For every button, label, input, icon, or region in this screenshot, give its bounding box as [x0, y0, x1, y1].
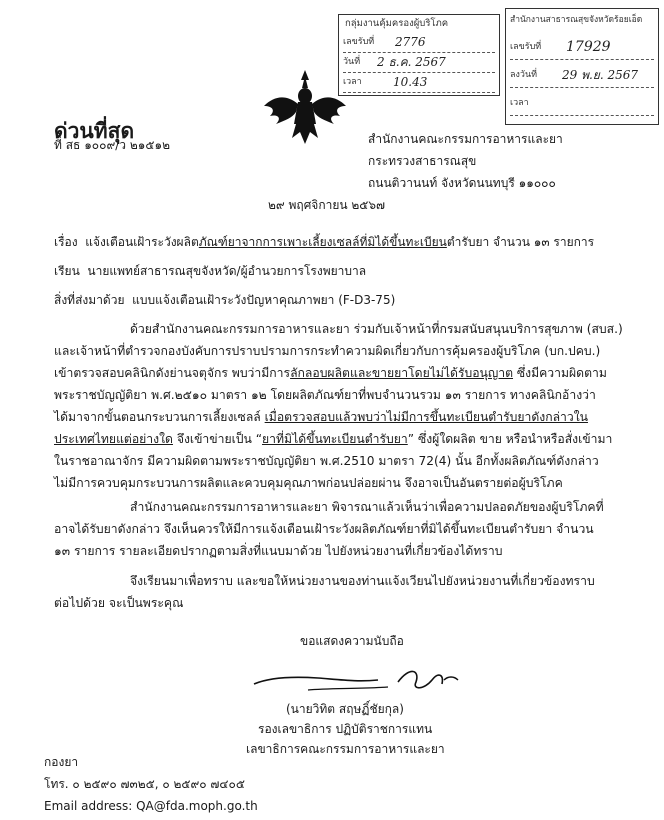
reference-number: ที่ สธ ๑๐๐๙/ว ๒๑๕๑๒: [54, 138, 170, 152]
stamp-label-time: เวลา: [510, 98, 529, 108]
enclosure-label: สิ่งที่ส่งมาด้วย: [54, 293, 125, 307]
paragraph-line: ด้วยสำนักงานคณะกรรมการอาหารและยา ร่วมกับเจ้าหน้าที่กรมสนับสนุนบริการสุขภาพ (สบส.): [130, 322, 623, 336]
garuda-emblem-icon: [262, 66, 348, 148]
body-paragraph-2: [54, 496, 604, 562]
paragraph-line: ในราชอาณาจักร มีความผิดตามพระราชบัญญัติยา พ.ศ.2510 มาตรา 72(4) นั้น อีกทั้งผลิตภัณฑ์ดังกล่าว: [54, 454, 599, 468]
paragraph-line: ๑๓ รายการ รายละเอียดปรากฏตามสิ่งที่แนบมาด้วย ไปยังหน่วยงานที่เกี่ยวข้องได้ทราบ: [54, 544, 503, 558]
signer-position-1: รองเลขาธิการ ปฏิบัติราชการแทน: [258, 722, 433, 736]
handwritten-signature: [248, 660, 464, 700]
signer-name: (นายวิทิต สฤษฏิ์ชัยกุล): [286, 702, 404, 716]
closing-salutation: ขอแสดงความนับถือ: [300, 634, 404, 648]
paragraph-line: และเจ้าหน้าที่ตำรวจกองบังคับการปราบปรามการกระทำความผิดเกี่ยวกับการคุ้มครองผู้บริโภค (บก.ปคบ.): [54, 344, 601, 358]
stamp-value-date: 2 ธ.ค. 2567: [377, 55, 446, 69]
paragraph-line: ต่อไปด้วย จะเป็นพระคุณ: [54, 596, 184, 610]
subject-text-pre: แจ้งเตือนเฝ้าระวังผลิต: [85, 235, 199, 249]
recipient-text: นายแพทย์สาธารณสุขจังหวัด/ผู้อำนวยการโรงพยาบาล: [87, 264, 367, 278]
stamp-value-time: 10.43: [393, 75, 428, 89]
recipient-line: [54, 264, 366, 279]
paragraph-line: ไม่มีการควบคุมกระบวนการผลิตและควบคุมคุณภาพก่อนปล่อยผ่าน จึงอาจเป็นอันตรายต่อผู้บริโภค: [54, 476, 563, 490]
paragraph-line: ได้มาจากขั้นตอนกระบวนการเลี้ยงเซลล์ เมื่อตรวจสอบแล้วพบว่าไม่มีการขึ้นทะเบียนตำรับยาดังกล่าวใน: [54, 410, 589, 424]
stamp-title: สำนักงานสาธารณสุขจังหวัดร้อยเอ็ด: [510, 15, 643, 25]
footer-division: กองยา: [44, 755, 79, 769]
footer-telephone: โทร. ๐ ๒๕๙๐ ๗๓๒๕, ๐ ๒๕๙๐ ๗๔๐๕: [44, 777, 245, 791]
body-paragraph-1: [54, 318, 623, 494]
recipient-label: เรียน: [54, 264, 80, 278]
stamp-value-receipt-no: 17929: [566, 39, 611, 55]
stamp-value-receipt-no: 2776: [395, 35, 426, 49]
paragraph-line: สำนักงานคณะกรรมการอาหารและยา พิจารณาแล้วเห็นว่าเพื่อความปลอดภัยของผู้บริโภคที่: [130, 500, 604, 514]
subject-line: [54, 235, 594, 250]
subject-text-underlined: ภัณฑ์ยาจากการเพาะเลี้ยงเซลล์ที่มิได้ขึ้นทะเบียน: [198, 235, 447, 249]
stamp-value-date: 29 พ.ย. 2567: [562, 68, 639, 82]
enclosure-text: แบบแจ้งเตือนเฝ้าระวังปัญหาคุณภาพยา (F-D3-75): [132, 293, 396, 307]
sender-line-2: กระทรวงสาธารณสุข: [368, 154, 477, 168]
enclosure-line: [54, 293, 395, 308]
paragraph-line: จึงเรียนมาเพื่อทราบ และขอให้หน่วยงานของท่านแจ้งเวียนไปยังหน่วยงานที่เกี่ยวข้องทราบ: [130, 574, 595, 588]
sender-line-1: สำนักงานคณะกรรมการอาหารและยา: [368, 132, 563, 146]
document-date: ๒๙ พฤศจิกายน ๒๕๖๗: [268, 198, 386, 212]
paragraph-line: ประเทศไทยแต่อย่างใด จึงเข้าข่ายเป็น “ยาที่มิได้ขึ้นทะเบียนตำรับยา” ซึ่งผู้ใดผลิต ขาย หรือนำหรือสั่งเข้ามา: [54, 432, 613, 446]
signer-position-2: เลขาธิการคณะกรรมการอาหารและยา: [246, 742, 445, 756]
paragraph-line: เข้าตรวจสอบคลินิกดังย่านจตุจักร พบว่ามีการลักลอบผลิตและขายยาโดยไม่ได้รับอนุญาต ซึ่งมีความผิดตาม: [54, 366, 607, 380]
body-paragraph-3: [54, 570, 595, 614]
stamp-label-date: วันที่: [343, 57, 361, 67]
paragraph-line: พระราชบัญญัติยา พ.ศ.๒๕๑๐ มาตรา ๑๒ โดยผลิตภัณฑ์ยาที่พบจำนวนรวม ๑๓ รายการ ทางคลินิกอ้างว่า: [54, 388, 596, 402]
footer-email: Email address: QA@fda.moph.go.th: [44, 799, 258, 813]
stamp-label-receipt-no: เลขรับที่: [510, 42, 542, 52]
receipt-stamp-consumer-protection: [338, 14, 500, 96]
stamp-title: กลุ่มงานคุ้มครองผู้บริโภค: [345, 18, 449, 29]
paragraph-line: อาจได้รับยาดังกล่าว จึงเห็นควรให้มีการแจ้งเตือนเฝ้าระวังผลิตภัณฑ์ยาที่มิได้ขึ้นทะเบียนตำรับยา จำนวน: [54, 522, 594, 536]
stamp-label-receipt-no: เลขรับที่: [343, 37, 375, 47]
urgency-heading: ด่วนที่สุด: [54, 119, 135, 143]
receipt-stamp-provincial-health-office: [505, 8, 659, 125]
subject-label: เรื่อง: [54, 235, 78, 249]
stamp-label-time: เวลา: [343, 77, 362, 87]
sender-line-3: ถนนติวานนท์ จังหวัดนนทบุรี ๑๑๐๐๐: [368, 176, 556, 190]
stamp-label-date: ลงวันที่: [510, 70, 538, 80]
subject-text-post: ตำรับยา จำนวน ๑๓ รายการ: [446, 235, 595, 249]
